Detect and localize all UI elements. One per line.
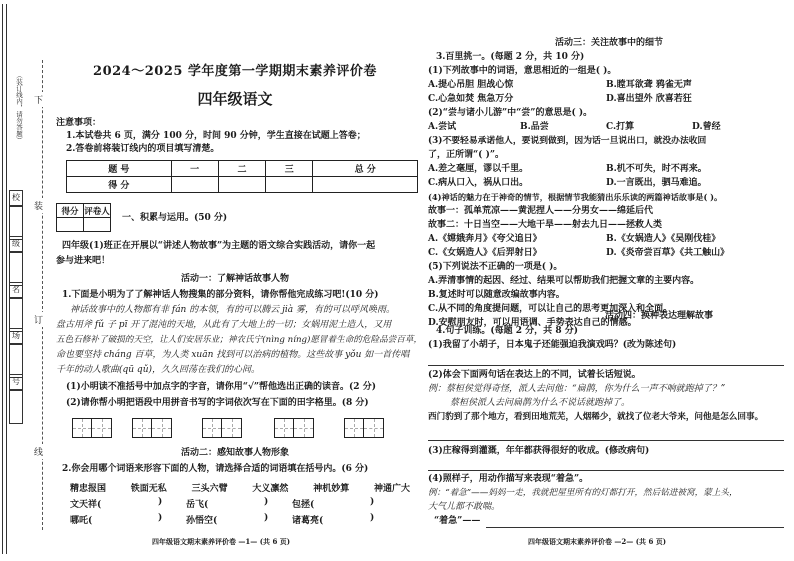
exam-room-field[interactable] (9, 344, 23, 378)
question-4-4: (4)照样子，用动作描写来表现“着急”。 (428, 474, 589, 484)
number-field[interactable] (9, 390, 23, 424)
tianzige-cell[interactable] (132, 418, 152, 438)
answer-yuefei: 岳飞( (186, 500, 209, 510)
class-field[interactable] (9, 252, 23, 286)
name-label: 名 (9, 282, 23, 298)
word-option: 神机妙算 (313, 484, 350, 494)
answer-zhugeliang: 诸葛亮( (292, 516, 324, 526)
scorer-reviewer-cell[interactable] (84, 218, 111, 232)
cut-mark: 装 (34, 198, 43, 213)
answer-nezha: 哪吒( (70, 516, 93, 526)
tianzige-cell[interactable] (222, 418, 242, 438)
question-1-2: (2)请你帮小明把语段中用拼音书写的字词依次写在下面的田字格里。(8 分) (66, 398, 369, 408)
word-option: 大义凛然 (252, 484, 289, 494)
score-cell[interactable] (171, 177, 218, 193)
score-header: 三 (266, 161, 313, 177)
tianzige-cell[interactable] (364, 418, 384, 438)
question-1: 1.下面是小明为了了解神话人物搜集的部分资料，请你帮他完成练习吧!(10 分) (62, 290, 379, 300)
answer-line[interactable] (428, 470, 784, 471)
passage-line: 五色石修补了破损的天空，让人们安居乐业；神农氏宁(nìng níng)愿冒着生命的危险品尝百草， (56, 335, 423, 345)
tianzige-group (132, 418, 172, 438)
word-option: 三头六臂 (191, 484, 228, 494)
question-3: 3.百里挑一。(每题 2 分，共 10 分) (436, 52, 585, 62)
question-3-4: (4)神话的魅力在于神奇的情节，根据情节我能猜出乐乐读的两篇神话故事是( )。 (428, 192, 723, 202)
option: A.《嫦娥奔月》《夸父追日》 (428, 234, 542, 244)
option: B.复述时可以随意改编故事内容。 (428, 290, 565, 300)
binding-note: （装订线内，请勿答题） (15, 72, 23, 144)
passage-line: 千年的动人歌曲(qū qǔ)，久久回荡在我们的心间。 (56, 365, 260, 375)
question-3-3: (3)不要轻易承诺他人，要说到做到，因为话一旦说出口，就没办法收回 (428, 136, 707, 146)
passage-line: 神话故事中的人物都有非 fán 的本领，有的可以腾云 jià 雾，有的可以呼风唤雨。 (70, 305, 395, 315)
option: D.喜出望外 欣喜若狂 (606, 94, 692, 104)
tianzige-group (344, 418, 384, 438)
option: A.差之毫厘，谬以千里。 (428, 164, 529, 174)
option: D.《炎帝尝百草》《共工触山》 (606, 248, 730, 258)
tianzige-group (72, 418, 112, 438)
note-1: 1.本试卷共 6 页，满分 100 分，时间 90 分钟，学生直接在试题上答卷； (66, 131, 366, 141)
tianzige-cell[interactable] (72, 418, 92, 438)
score-cell[interactable] (266, 177, 313, 193)
example-line: 例：“着急”——妈妈一走，我就把屋里所有的灯都打开，然后钻进被窝，蒙上头， (428, 488, 738, 498)
answer-close: ) (264, 497, 269, 507)
score-header: 题 号 (67, 161, 172, 177)
scorer-score-label: 得分 (57, 204, 84, 218)
section-1-intro: 四年级(1)班正在开展以“讲述人物故事”为主题的语文综合实践活动，请你一起 (62, 241, 376, 251)
score-header: 总 分 (313, 161, 418, 177)
question-4-1: (1)我留了小胡子，日本鬼子还能强迫我演戏吗？(改为陈述句) (428, 340, 677, 350)
option: A.尝试 (428, 122, 457, 132)
activity-2-title: 活动二：感知故事人物形象 (180, 448, 289, 458)
answer-close: ) (158, 497, 163, 507)
page-2 (428, 0, 790, 561)
footer-page-1: 四年级语文期末素养评价卷 —1— (共 6 页) (152, 537, 291, 546)
question-3-5: (5)下列说法不正确的一项是( )。 (428, 262, 563, 272)
example-line: 蔡桓侯派人去问扁鹊为什么不说话就跑掉了。 (450, 398, 631, 408)
tianzige-cell[interactable] (202, 418, 222, 438)
cut-mark: 下 (34, 92, 43, 107)
score-header: 一 (171, 161, 218, 177)
answer-close: ) (370, 497, 375, 507)
answer-wentianxiang: 文天祥( (70, 500, 102, 510)
score-cell[interactable] (218, 177, 265, 193)
page-1 (52, 0, 423, 561)
answer-baozheng: 包拯( (292, 500, 315, 510)
exam-room-label: 场 (9, 328, 23, 344)
question-3-3-cont: 了，正所谓“( )”。 (428, 150, 505, 160)
tianzige-cell[interactable] (344, 418, 364, 438)
footer-page-2: 四年级语文期末素养评价卷 —2— (共 6 页) (528, 537, 667, 546)
scorer-reviewer-label: 评卷人 (84, 204, 111, 218)
score-header: 二 (218, 161, 265, 177)
score-label: 得 分 (67, 177, 172, 193)
school-label: 校 (9, 190, 23, 206)
passage-line: 命也要坚持 cháng 百草，为人类 xuān 找到可以治病的植物。这些故事 yǒu 如一首传唱 (56, 350, 410, 360)
cut-mark: 订 (34, 312, 43, 327)
question-4-3: (3)庄稼得到灌溉，年年都获得很好的收成。(修改病句) (428, 446, 650, 456)
option: C.打算 (606, 122, 635, 132)
question-2: 2.你会用哪个词语来形容下面的人物，请选择合适的词语填在括号内。(6 分) (62, 464, 369, 474)
name-field[interactable] (9, 298, 23, 332)
section-1-intro-cont: 参与进来吧！ (56, 256, 111, 266)
option: A.提心吊胆 胆战心惊 (428, 80, 514, 90)
score-cell[interactable] (313, 177, 418, 193)
score-table (66, 160, 418, 193)
question-1-1: (1)小明读不准括号中加点字的字音，请你用“√”帮他选出正确的读音。(2 分) (66, 382, 376, 392)
option: D.曾经 (692, 122, 721, 132)
tianzige-cell[interactable] (274, 418, 294, 438)
story-outline: 故事一：孤单荒凉——黄泥捏人——分男女——绵延后代 (428, 206, 654, 216)
option: C.心急如焚 焦急万分 (428, 94, 514, 104)
story-outline: 故事二：十日当空——大地干旱——射去九日——拯救人类 (428, 220, 663, 230)
activity-4-title: 活动四：换种表达理解故事 (604, 311, 713, 321)
binding-border-outer (2, 4, 3, 554)
example-line: 大气儿都不敢喘。 (428, 502, 501, 512)
binding-margin (0, 0, 50, 561)
passage-line: 盘古用斧 fǔ 子 pī 开了混沌的天地，从此有了大地上的一切；女娲用泥土造人，又用 (56, 320, 392, 330)
scorer-box (56, 203, 111, 232)
word-option: 铁面无私 (130, 484, 167, 494)
answer-line[interactable] (486, 527, 784, 528)
note-2: 2.答卷前将装订线内的项目填写清楚。 (66, 144, 220, 154)
activity-1-title: 活动一：了解神话故事人物 (180, 274, 289, 284)
tianzige-cell[interactable] (92, 418, 112, 438)
example-line: 例：蔡桓侯觉得奇怪，派人去问他：“扁鹊，你为什么一声不响就跑掉了？” (428, 384, 726, 394)
option: D.一言既出，驷马难追。 (606, 178, 707, 188)
question-4: 4.句子训练。(每题 2 分，共 8 分) (436, 326, 578, 336)
prompt-line: 西门豹到了那个地方，看到田地荒芜，人烟稀少，就找了位老大爷来，问他是怎么回事。 (428, 412, 764, 422)
binding-border-inner (6, 4, 7, 554)
number-label: 号 (9, 374, 23, 390)
option: A.弄清事情的起因、经过、结果可以帮助我们把握文章的主要内容。 (428, 276, 700, 286)
option: B.《女娲造人》《吴刚伐桂》 (606, 234, 721, 244)
answer-sunwukong: 孙悟空( (186, 516, 218, 526)
tianzige-group (274, 418, 314, 438)
word-option: 精忠报国 (70, 484, 107, 494)
tianzige-group (202, 418, 242, 438)
class-label: 级 (9, 236, 23, 252)
tianzige-cell[interactable] (294, 418, 314, 438)
option: D.安慰朋友时，可以用语调、手势表达自己的情感。 (428, 318, 637, 328)
cut-line (42, 60, 43, 530)
question-3-1: (1)下列故事中的词语，意思相近的一组是( )。 (428, 66, 617, 76)
cut-mark: 线 (34, 444, 43, 459)
option: C.病从口入，祸从口出。 (428, 178, 529, 188)
answer-line[interactable] (428, 440, 784, 441)
answer-close: ) (264, 513, 269, 523)
answer-prompt: “着急”—— (434, 516, 481, 526)
word-bank (70, 481, 410, 494)
question-4-2: (2)体会下面两句话在表达上的不同，试着长话短说。 (428, 370, 641, 380)
option: B.机不可失，时不再来。 (606, 164, 707, 174)
subject-title: 四年级语文 (197, 90, 273, 108)
option: B.瞠耳欲聋 鸦雀无声 (606, 80, 692, 90)
option: B.品尝 (520, 122, 549, 132)
answer-close: ) (370, 513, 375, 523)
exam-title: 2024～2025 学年度第一学期期末素养评价卷 (93, 64, 377, 79)
option: C.从不同的角度提问题，可以让自己的思考更加深入和全面。 (428, 304, 673, 314)
school-field[interactable] (9, 206, 23, 240)
tianzige-cell[interactable] (152, 418, 172, 438)
word-option: 神通广大 (373, 484, 410, 494)
activity-3-title: 活动三：关注故事中的细节 (554, 38, 663, 48)
section-1-title: 一、积累与运用。(50 分) (122, 213, 228, 223)
answer-line[interactable] (428, 365, 784, 366)
notes-heading: 注意事项： (56, 118, 102, 128)
answer-close: ) (158, 513, 163, 523)
scorer-score-cell[interactable] (57, 218, 84, 232)
question-3-2: (2)“尝与诸小儿游”中“尝”的意思是( )。 (428, 108, 593, 118)
option: C.《女娲造人》《后羿射日》 (428, 248, 542, 258)
